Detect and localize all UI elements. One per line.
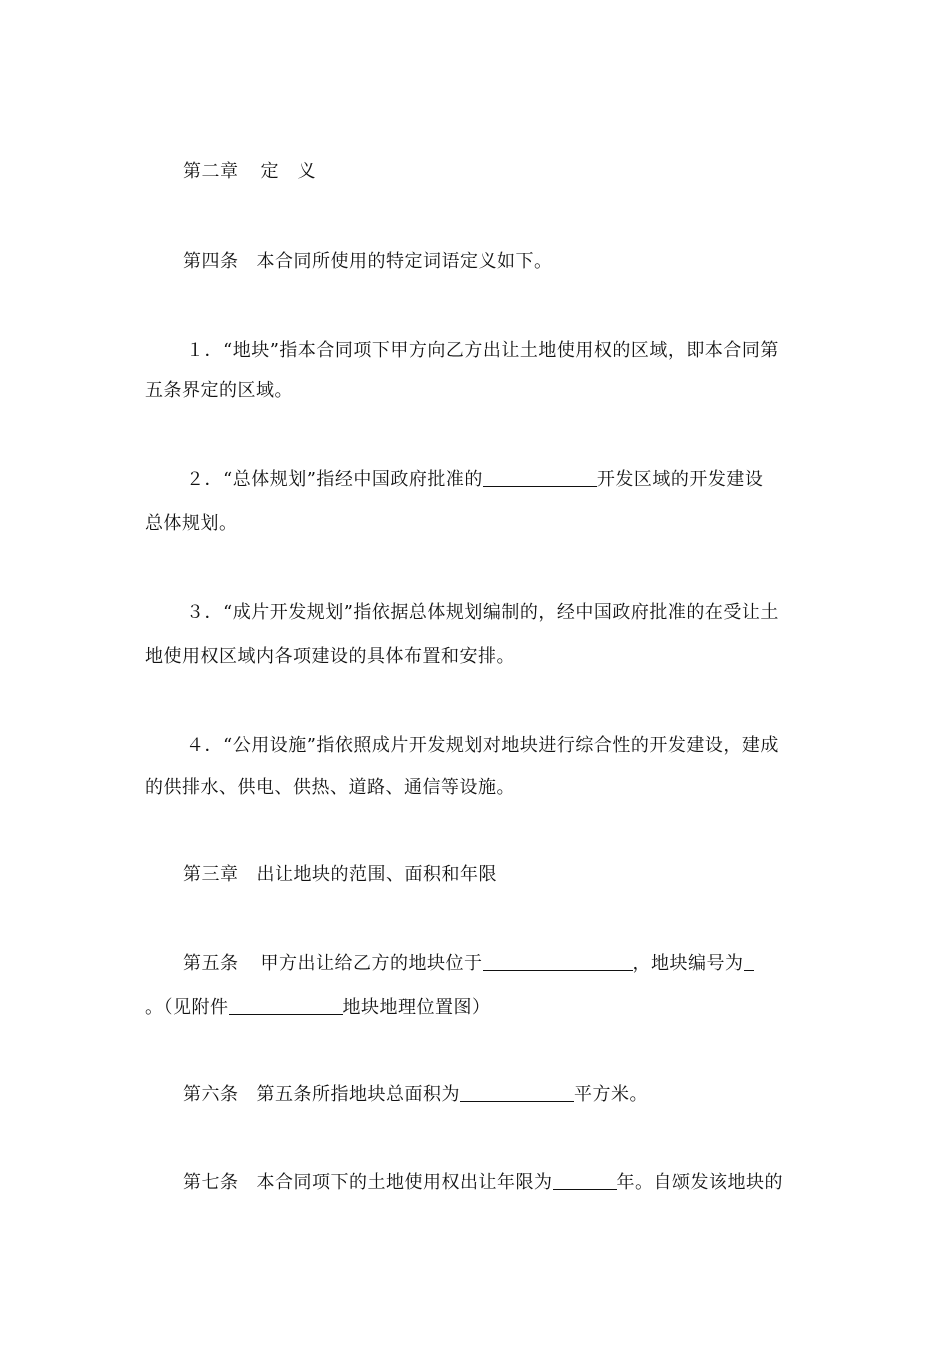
definition-3-line-1: ３．“成片开发规划”指依据总体规划编制的，经中国政府批准的在受让土 — [186, 602, 779, 623]
attachment-number-blank[interactable] — [229, 996, 343, 1015]
article-5-line-1 — [183, 951, 754, 977]
chapter-2-label: 第二章 — [183, 161, 239, 182]
article-4-text: 本合同所使用的特定词语定义如下。 — [256, 251, 553, 272]
article-6 — [183, 1082, 648, 1108]
article-5-label: 第五条 — [183, 953, 239, 974]
definition-2-text-before: ２．“总体规划”指经中国政府批准的 — [186, 469, 483, 490]
definition-2-line-1 — [186, 467, 763, 493]
definition-4-line-1: ４．“公用设施”指依照成片开发规划对地块进行综合性的开发建设，建成 — [186, 735, 779, 756]
article-7-label: 第七条 — [183, 1172, 239, 1193]
article-4 — [183, 249, 553, 275]
term-years-blank[interactable] — [553, 1171, 617, 1190]
article-5-text-middle: ，地块编号为 — [632, 953, 744, 974]
development-zone-blank[interactable] — [483, 468, 597, 487]
definition-2-text-after: 开发区域的开发建设 — [596, 469, 764, 490]
definition-2-line-2: 总体规划。 — [145, 513, 238, 534]
chapter-3-title: 出让地块的范围、面积和年限 — [256, 864, 497, 885]
parcel-number-blank[interactable] — [744, 952, 754, 971]
article-6-label: 第六条 — [183, 1084, 239, 1105]
article-4-label: 第四条 — [183, 251, 239, 272]
article-7 — [183, 1170, 783, 1196]
definition-4-line-2: 的供排水、供电、供热、道路、通信等设施。 — [145, 777, 515, 798]
parcel-location-blank[interactable] — [483, 952, 633, 971]
article-6-text-before: 第五条所指地块总面积为 — [256, 1084, 460, 1105]
article-5-line-2-after: 地块地理位置图） — [342, 997, 491, 1018]
definition-1-line-1: １．“地块”指本合同项下甲方向乙方出让土地使用权的区域，即本合同第 — [186, 340, 779, 361]
article-6-text-after: 平方米。 — [574, 1084, 648, 1105]
chapter-2-heading — [183, 159, 316, 185]
article-7-text-after: 年。自颂发该地块的 — [616, 1172, 783, 1193]
article-5-text-before: 甲方出让给乙方的地块位于 — [260, 953, 483, 974]
article-7-text-before: 本合同项下的土地使用权出让年限为 — [256, 1172, 553, 1193]
chapter-2-title: 定 义 — [260, 161, 316, 182]
chapter-3-heading — [183, 862, 497, 888]
article-5-line-2 — [145, 995, 491, 1021]
definition-3-line-2: 地使用权区域内各项建设的具体布置和安排。 — [145, 646, 515, 667]
total-area-blank[interactable] — [460, 1083, 574, 1102]
definition-1-line-2: 五条界定的区域。 — [145, 380, 293, 401]
article-5-line-2-before: 。（见附件 — [145, 997, 229, 1018]
chapter-3-label: 第三章 — [183, 864, 239, 885]
